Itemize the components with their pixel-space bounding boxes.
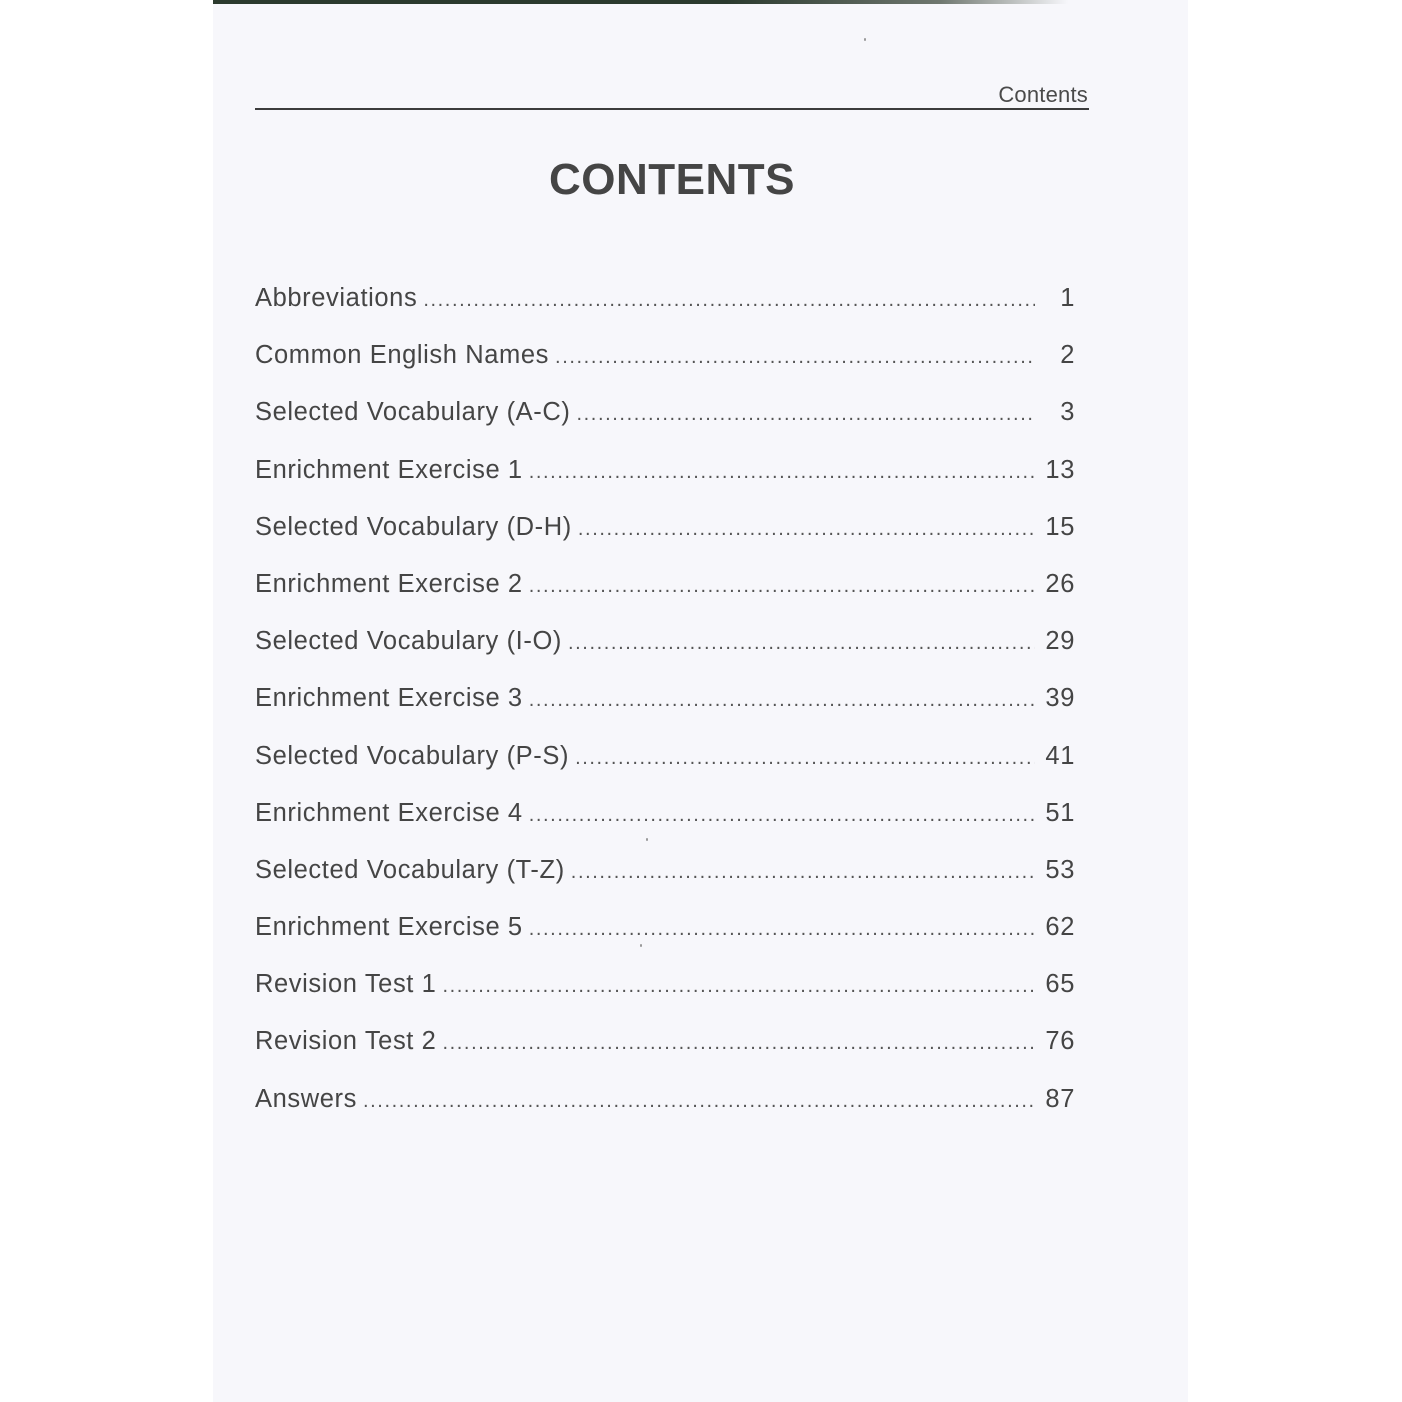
dot-leader (423, 289, 1035, 312)
toc-entry[interactable] (255, 456, 1075, 513)
toc-entry-page-number: 15 (1045, 512, 1075, 541)
toc-entry-page-number: 26 (1045, 569, 1075, 598)
toc-entry-page-number: 87 (1045, 1084, 1075, 1113)
toc-entry[interactable] (255, 684, 1075, 741)
dot-leader (529, 918, 1035, 941)
dot-leader (571, 861, 1035, 884)
dot-leader (442, 1032, 1035, 1055)
dot-leader (575, 747, 1035, 770)
dot-leader (529, 804, 1035, 827)
toc-entry-title: Selected Vocabulary (I-O) (255, 627, 562, 656)
scan-speck (864, 38, 866, 41)
toc-entry[interactable] (255, 284, 1075, 341)
toc-entry-page-number: 2 (1060, 341, 1075, 370)
dot-leader (529, 575, 1035, 598)
dot-leader (529, 689, 1035, 712)
header-rule (255, 108, 1089, 110)
toc-entry-page-number: 3 (1060, 398, 1075, 427)
toc-entry[interactable] (255, 398, 1075, 455)
toc-entry-title: Selected Vocabulary (D-H) (255, 512, 572, 541)
toc-entry-title: Selected Vocabulary (P-S) (255, 741, 570, 770)
toc-entry-page-number: 29 (1045, 627, 1075, 656)
toc-entry-title: Revision Test 2 (255, 1027, 437, 1056)
page-title: CONTENTS (549, 155, 795, 204)
toc-entry[interactable] (255, 799, 1075, 856)
table-of-contents (255, 284, 1075, 1142)
toc-entry[interactable] (255, 341, 1075, 398)
toc-entry[interactable] (255, 742, 1075, 799)
dot-leader (363, 1090, 1035, 1113)
running-head: Contents (998, 82, 1088, 107)
toc-entry-page-number: 51 (1045, 798, 1075, 827)
toc-entry-page-number: 53 (1045, 855, 1075, 884)
toc-entry-page-number: 13 (1045, 455, 1075, 484)
scan-speck (646, 838, 648, 841)
toc-entry-page-number: 62 (1045, 913, 1075, 942)
dot-leader (442, 975, 1035, 998)
toc-entry-page-number: 65 (1045, 970, 1075, 999)
page-top-edge (213, 0, 1068, 4)
toc-entry[interactable] (255, 513, 1075, 570)
toc-entry[interactable] (255, 1027, 1075, 1084)
dot-leader (578, 518, 1035, 541)
dot-leader (568, 632, 1035, 655)
toc-entry-title: Answers (255, 1084, 357, 1113)
scan-speck (640, 944, 642, 947)
toc-entry-title: Enrichment Exercise 5 (255, 913, 523, 942)
toc-entry-title: Common English Names (255, 341, 550, 370)
toc-entry-page-number: 76 (1045, 1027, 1075, 1056)
toc-entry[interactable] (255, 970, 1075, 1027)
toc-entry-page-number: 1 (1060, 284, 1075, 312)
toc-entry[interactable] (255, 913, 1075, 970)
toc-entry-title: Abbreviations (255, 284, 418, 312)
toc-entry-title: Enrichment Exercise 4 (255, 798, 523, 827)
toc-entry-page-number: 39 (1045, 684, 1075, 713)
toc-entry-title: Selected Vocabulary (T-Z) (255, 855, 565, 884)
toc-entry-title: Selected Vocabulary (A-C) (255, 398, 571, 427)
toc-entry-title: Enrichment Exercise 2 (255, 569, 523, 598)
toc-entry-page-number: 41 (1045, 741, 1075, 770)
toc-entry[interactable] (255, 570, 1075, 627)
toc-entry-title: Revision Test 1 (255, 970, 437, 999)
dot-leader (576, 403, 1035, 426)
toc-entry[interactable] (255, 627, 1075, 684)
toc-entry-title: Enrichment Exercise 1 (255, 455, 523, 484)
toc-entry[interactable] (255, 1085, 1075, 1142)
dot-leader (555, 346, 1035, 369)
dot-leader (529, 461, 1035, 484)
toc-entry-title: Enrichment Exercise 3 (255, 684, 523, 713)
toc-entry[interactable] (255, 856, 1075, 913)
